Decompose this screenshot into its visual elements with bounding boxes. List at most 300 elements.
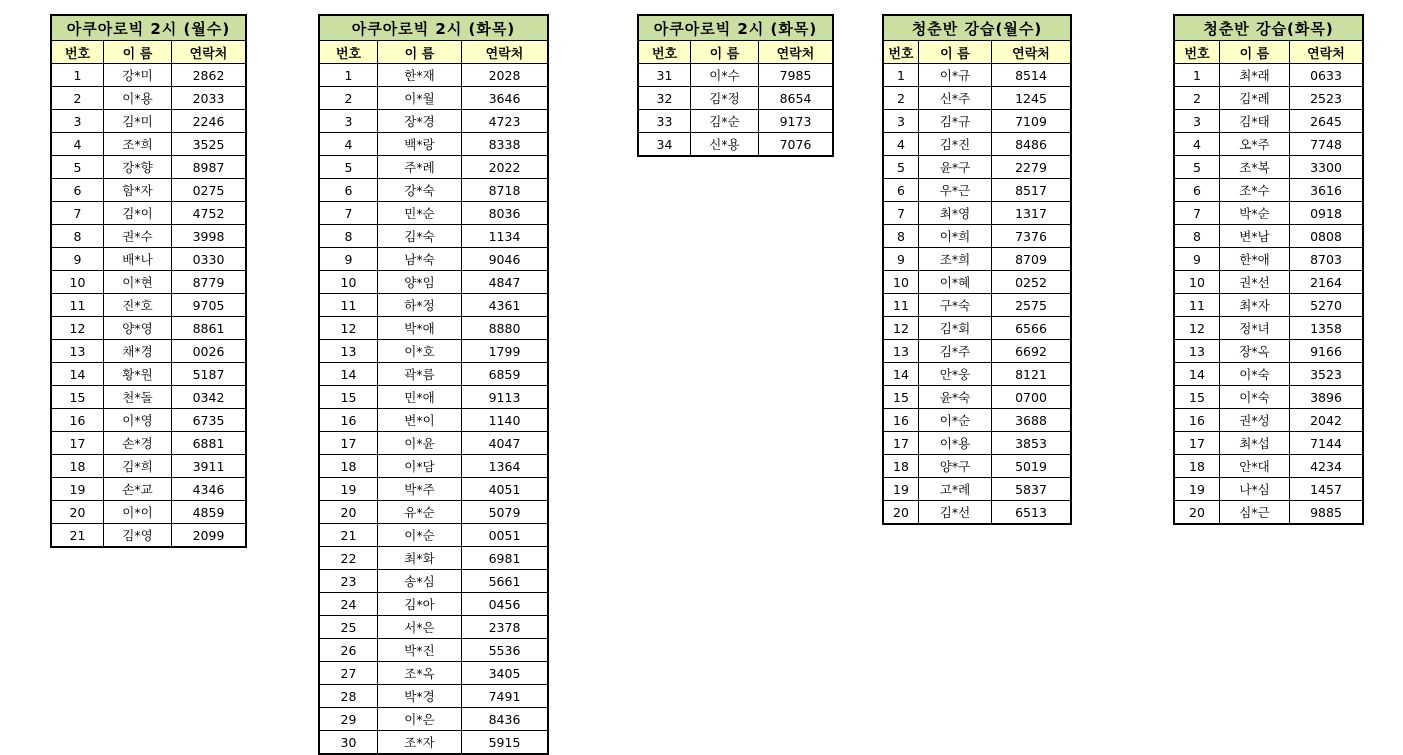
table-row (52, 225, 245, 248)
table-row (1175, 386, 1362, 409)
cell-contact: 2279 (1015, 159, 1047, 175)
cell-name: 강*숙 (378, 179, 462, 201)
table-title-bar (639, 16, 832, 41)
table-row (1175, 110, 1362, 133)
cell-number: 7 (52, 202, 104, 224)
cell-name: 하*정 (378, 294, 462, 316)
cell-contact: 1364 (488, 458, 521, 474)
cell-number: 19 (884, 478, 919, 500)
cell-number: 16 (1175, 409, 1220, 431)
cell-name: 배*나 (104, 248, 172, 270)
cell-contact: 8036 (488, 205, 521, 221)
table-header-row (884, 41, 1070, 64)
cell-name: 황*원 (104, 363, 172, 385)
cell-number: 6 (320, 179, 378, 201)
cell-number: 23 (320, 570, 378, 592)
cell-contact: 8718 (488, 182, 521, 198)
table-row (884, 248, 1070, 271)
table-row (52, 432, 245, 455)
cell-number: 26 (320, 639, 378, 661)
cell-number: 11 (884, 294, 919, 316)
cell-contact: 6513 (1015, 504, 1047, 520)
cell-contact: 7748 (1310, 136, 1342, 152)
cell-contact: 5270 (1310, 297, 1342, 313)
cell-number: 13 (884, 340, 919, 362)
table-row (884, 432, 1070, 455)
table-row (320, 363, 547, 386)
cell-contact: 3911 (192, 458, 225, 474)
cell-number: 13 (1175, 340, 1220, 362)
table-row (320, 685, 547, 708)
column-header-number: 번호 (52, 41, 104, 63)
table-row (884, 202, 1070, 225)
cell-name: 안*대 (1220, 455, 1290, 477)
cell-number: 19 (52, 478, 104, 500)
cell-number: 2 (884, 87, 919, 109)
table-row (639, 110, 832, 133)
cell-number: 17 (884, 432, 919, 454)
table-title-bar (1175, 16, 1362, 41)
cell-contact: 6881 (192, 435, 225, 451)
cell-number: 3 (52, 110, 104, 132)
table-row (884, 386, 1070, 409)
cell-name: 한*재 (378, 64, 462, 86)
cell-name: 박*주 (378, 478, 462, 500)
cell-number: 28 (320, 685, 378, 707)
cell-contact: 7491 (488, 688, 521, 704)
cell-contact: 1245 (1015, 90, 1047, 106)
cell-number: 14 (320, 363, 378, 385)
cell-number: 10 (884, 271, 919, 293)
column-header-contact: 연락처 (485, 46, 524, 62)
table-row (1175, 432, 1362, 455)
table-row (320, 639, 547, 662)
table-title: 아쿠아로빅 2시 (월수) (66, 19, 231, 38)
cell-name: 김*아 (378, 593, 462, 615)
column-header-number: 번호 (320, 41, 378, 63)
column-header-contact: 연락처 (189, 46, 228, 62)
cell-contact: 7144 (1310, 435, 1342, 451)
table-row (52, 478, 245, 501)
column-header-name: 이 름 (691, 41, 759, 63)
cell-contact: 9046 (488, 251, 521, 267)
cell-number: 1 (320, 64, 378, 86)
cell-contact: 5187 (192, 366, 225, 382)
table-row (320, 271, 547, 294)
cell-contact: 8861 (192, 320, 225, 336)
cell-name: 조*수 (1220, 179, 1290, 201)
table-row (320, 110, 547, 133)
cell-name: 김*규 (919, 110, 992, 132)
cell-contact: 0342 (192, 389, 225, 405)
cell-contact: 6981 (488, 550, 521, 566)
table-row (320, 156, 547, 179)
cell-contact: 9113 (488, 389, 521, 405)
cell-name: 이*순 (919, 409, 992, 431)
cell-name: 조*자 (378, 731, 462, 753)
cell-number: 17 (320, 432, 378, 454)
cell-contact: 0051 (488, 527, 521, 543)
cell-name: 윤*숙 (919, 386, 992, 408)
table-row (52, 110, 245, 133)
cell-number: 5 (52, 156, 104, 178)
cell-contact: 2575 (1015, 297, 1047, 313)
cell-contact: 3525 (192, 136, 225, 152)
cell-number: 2 (320, 87, 378, 109)
cell-name: 이*이 (104, 501, 172, 523)
cell-contact: 6692 (1015, 343, 1047, 359)
cell-number: 10 (320, 271, 378, 293)
cell-contact: 0456 (488, 596, 521, 612)
cell-contact: 9166 (1310, 343, 1342, 359)
cell-contact: 8121 (1015, 366, 1047, 382)
cell-name: 한*애 (1220, 248, 1290, 270)
cell-contact: 0918 (1310, 205, 1342, 221)
table-row (884, 317, 1070, 340)
cell-number: 18 (1175, 455, 1220, 477)
cell-contact: 3300 (1310, 159, 1342, 175)
column-header-number: 번호 (884, 41, 919, 63)
cell-number: 5 (1175, 156, 1220, 178)
cell-contact: 4847 (488, 274, 521, 290)
cell-name: 신*주 (919, 87, 992, 109)
table-row (52, 409, 245, 432)
cell-name: 심*근 (1220, 501, 1290, 523)
table-row (1175, 87, 1362, 110)
cell-contact: 8486 (1015, 136, 1047, 152)
cell-contact: 8338 (488, 136, 521, 152)
cell-number: 24 (320, 593, 378, 615)
cell-contact: 4361 (488, 297, 521, 313)
cell-number: 17 (52, 432, 104, 454)
cell-name: 김*선 (919, 501, 992, 523)
table-row (52, 156, 245, 179)
cell-name: 이*순 (378, 524, 462, 546)
table-row (1175, 340, 1362, 363)
cell-contact: 4346 (192, 481, 225, 497)
cell-number: 15 (52, 386, 104, 408)
cell-number: 10 (52, 271, 104, 293)
table-row (1175, 317, 1362, 340)
cell-contact: 0330 (192, 251, 225, 267)
cell-number: 19 (320, 478, 378, 500)
cell-number: 12 (884, 317, 919, 339)
cell-number: 3 (884, 110, 919, 132)
cell-number: 8 (320, 225, 378, 247)
column-header-name: 이 름 (104, 41, 172, 63)
table-row (884, 156, 1070, 179)
table-header-row (320, 41, 547, 64)
cell-contact: 2645 (1310, 113, 1342, 129)
cell-name: 김*태 (1220, 110, 1290, 132)
cell-name: 김*숙 (378, 225, 462, 247)
table-row (320, 570, 547, 593)
table-row (639, 64, 832, 87)
table-row (52, 271, 245, 294)
cell-name: 서*은 (378, 616, 462, 638)
cell-number: 17 (1175, 432, 1220, 454)
cell-number: 22 (320, 547, 378, 569)
table-row (884, 179, 1070, 202)
cell-name: 함*자 (104, 179, 172, 201)
cell-name: 백*랑 (378, 133, 462, 155)
cell-contact: 1134 (488, 228, 521, 244)
cell-name: 안*웅 (919, 363, 992, 385)
cell-contact: 3616 (1310, 182, 1342, 198)
roster-table (1173, 14, 1364, 525)
cell-name: 김*순 (691, 110, 759, 132)
cell-contact: 2164 (1310, 274, 1342, 290)
cell-name: 고*례 (919, 478, 992, 500)
cell-contact: 3646 (488, 90, 521, 106)
cell-number: 3 (1175, 110, 1220, 132)
cell-number: 1 (884, 64, 919, 86)
cell-number: 6 (1175, 179, 1220, 201)
cell-number: 13 (52, 340, 104, 362)
cell-contact: 0026 (192, 343, 225, 359)
table-row (320, 708, 547, 731)
cell-contact: 3405 (488, 665, 521, 681)
cell-name: 이*용 (104, 87, 172, 109)
cell-number: 6 (52, 179, 104, 201)
cell-name: 우*근 (919, 179, 992, 201)
table-row (884, 455, 1070, 478)
cell-name: 권*성 (1220, 409, 1290, 431)
column-header-number: 번호 (639, 41, 691, 63)
table-row (320, 616, 547, 639)
cell-contact: 5661 (488, 573, 521, 589)
cell-name: 변*이 (378, 409, 462, 431)
table-title-bar (320, 16, 547, 41)
cell-contact: 9173 (779, 113, 812, 129)
cell-name: 이*용 (919, 432, 992, 454)
table-row (52, 64, 245, 87)
cell-number: 4 (52, 133, 104, 155)
cell-contact: 1140 (488, 412, 521, 428)
cell-name: 최*래 (1220, 64, 1290, 86)
table-row (884, 294, 1070, 317)
cell-number: 18 (320, 455, 378, 477)
cell-contact: 7109 (1015, 113, 1047, 129)
cell-name: 손*경 (104, 432, 172, 454)
table-row (320, 455, 547, 478)
cell-name: 장*경 (378, 110, 462, 132)
cell-contact: 0808 (1310, 228, 1342, 244)
cell-number: 8 (52, 225, 104, 247)
cell-name: 조*옥 (378, 662, 462, 684)
cell-name: 박*진 (378, 639, 462, 661)
table-row (1175, 363, 1362, 386)
cell-number: 14 (884, 363, 919, 385)
cell-contact: 8880 (488, 320, 521, 336)
cell-contact: 4859 (192, 504, 225, 520)
cell-number: 15 (884, 386, 919, 408)
table-row (320, 731, 547, 753)
cell-number: 20 (320, 501, 378, 523)
cell-name: 이*은 (378, 708, 462, 730)
cell-name: 이*영 (104, 409, 172, 431)
table-row (1175, 294, 1362, 317)
table-header-row (1175, 41, 1362, 64)
cell-contact: 3523 (1310, 366, 1342, 382)
cell-name: 오*주 (1220, 133, 1290, 155)
table-row (320, 340, 547, 363)
cell-contact: 3853 (1015, 435, 1047, 451)
cell-number: 20 (884, 501, 919, 523)
cell-number: 7 (884, 202, 919, 224)
cell-number: 14 (52, 363, 104, 385)
cell-number: 25 (320, 616, 378, 638)
cell-number: 18 (52, 455, 104, 477)
cell-number: 12 (320, 317, 378, 339)
table-row (320, 317, 547, 340)
cell-name: 최*영 (919, 202, 992, 224)
table-row (52, 340, 245, 363)
table-row (52, 455, 245, 478)
cell-contact: 8987 (192, 159, 225, 175)
table-row (320, 662, 547, 685)
cell-contact: 2862 (192, 67, 225, 83)
cell-name: 윤*구 (919, 156, 992, 178)
cell-number: 6 (884, 179, 919, 201)
cell-contact: 3998 (192, 228, 225, 244)
table-row (1175, 156, 1362, 179)
roster-table (637, 14, 834, 157)
cell-name: 신*용 (691, 133, 759, 155)
cell-name: 김*희 (104, 455, 172, 477)
table-row (320, 386, 547, 409)
cell-name: 이*혜 (919, 271, 992, 293)
cell-contact: 8779 (192, 274, 225, 290)
table-title: 청춘반 강습(화목) (1203, 19, 1334, 38)
table-row (1175, 64, 1362, 87)
cell-number: 18 (884, 455, 919, 477)
cell-name: 김*주 (919, 340, 992, 362)
table-row (639, 87, 832, 110)
cell-contact: 5079 (488, 504, 521, 520)
cell-name: 박*경 (378, 685, 462, 707)
cell-number: 15 (1175, 386, 1220, 408)
cell-name: 권*선 (1220, 271, 1290, 293)
cell-name: 변*남 (1220, 225, 1290, 247)
table-row (320, 478, 547, 501)
cell-number: 30 (320, 731, 378, 753)
cell-name: 박*순 (1220, 202, 1290, 224)
table-row (320, 547, 547, 570)
table-row (1175, 225, 1362, 248)
cell-number: 20 (1175, 501, 1220, 523)
cell-contact: 0700 (1015, 389, 1047, 405)
cell-contact: 8517 (1015, 182, 1047, 198)
table-row (320, 524, 547, 547)
cell-name: 최*섭 (1220, 432, 1290, 454)
table-row (52, 248, 245, 271)
cell-contact: 1358 (1310, 320, 1342, 336)
table-row (1175, 455, 1362, 478)
cell-name: 손*교 (104, 478, 172, 500)
cell-name: 양*구 (919, 455, 992, 477)
cell-contact: 4051 (488, 481, 521, 497)
cell-number: 12 (1175, 317, 1220, 339)
cell-number: 9 (52, 248, 104, 270)
roster-table (50, 14, 247, 548)
cell-number: 11 (320, 294, 378, 316)
cell-name: 민*애 (378, 386, 462, 408)
table-row (1175, 478, 1362, 501)
roster-table (882, 14, 1072, 525)
table-row (320, 64, 547, 87)
cell-number: 21 (320, 524, 378, 546)
table-row (1175, 248, 1362, 271)
column-header-contact: 연락처 (1012, 46, 1050, 62)
cell-contact: 8654 (779, 90, 812, 106)
column-header-name: 이 름 (1220, 41, 1290, 63)
cell-number: 34 (639, 133, 691, 155)
cell-name: 민*순 (378, 202, 462, 224)
table-row (884, 87, 1070, 110)
cell-contact: 5019 (1015, 458, 1047, 474)
roster-table (318, 14, 549, 755)
cell-name: 이*담 (378, 455, 462, 477)
cell-number: 19 (1175, 478, 1220, 500)
cell-number: 15 (320, 386, 378, 408)
table-row (52, 179, 245, 202)
cell-number: 31 (639, 64, 691, 86)
cell-number: 11 (1175, 294, 1220, 316)
table-row (320, 87, 547, 110)
cell-name: 조*희 (919, 248, 992, 270)
cell-name: 박*애 (378, 317, 462, 339)
cell-name: 장*옥 (1220, 340, 1290, 362)
cell-contact: 9885 (1310, 504, 1342, 520)
cell-contact: 8709 (1015, 251, 1047, 267)
table-row (52, 317, 245, 340)
cell-number: 4 (320, 133, 378, 155)
cell-contact: 8514 (1015, 67, 1047, 83)
table-row (884, 363, 1070, 386)
table-row (884, 133, 1070, 156)
table-row (639, 133, 832, 155)
cell-contact: 4752 (192, 205, 225, 221)
cell-name: 이*현 (104, 271, 172, 293)
table-header-row (52, 41, 245, 64)
table-title: 청춘반 강습(월수) (911, 19, 1043, 38)
table-row (52, 87, 245, 110)
cell-contact: 7376 (1015, 228, 1047, 244)
table-row (320, 432, 547, 455)
cell-number: 14 (1175, 363, 1220, 385)
cell-contact: 7985 (779, 67, 812, 83)
cell-name: 남*숙 (378, 248, 462, 270)
cell-name: 김*진 (919, 133, 992, 155)
cell-number: 5 (884, 156, 919, 178)
cell-name: 김*이 (104, 202, 172, 224)
table-row (52, 363, 245, 386)
table-row (52, 133, 245, 156)
table-row (320, 501, 547, 524)
cell-contact: 3896 (1310, 389, 1342, 405)
cell-number: 11 (52, 294, 104, 316)
table-row (320, 294, 547, 317)
cell-name: 권*수 (104, 225, 172, 247)
table-row (52, 202, 245, 225)
cell-contact: 6566 (1015, 320, 1047, 336)
table-title-bar (52, 16, 245, 41)
column-header-number: 번호 (1175, 41, 1220, 63)
column-header-name: 이 름 (378, 41, 462, 63)
cell-number: 29 (320, 708, 378, 730)
cell-name: 이*호 (378, 340, 462, 362)
